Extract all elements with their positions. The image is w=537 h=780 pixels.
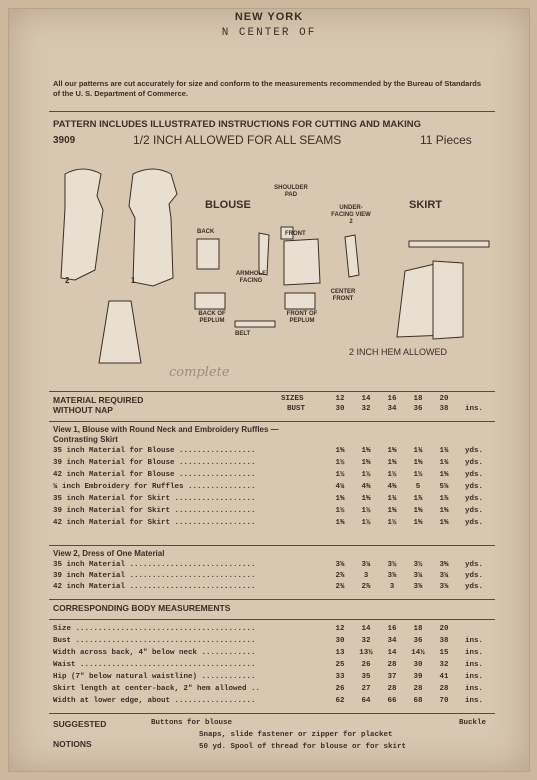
row-value: 3⅝ — [439, 561, 449, 569]
bust-value: 36 — [413, 405, 423, 413]
row-unit: yds. — [465, 495, 484, 503]
row-value: 1⅝ — [413, 519, 423, 527]
front-label: FRONT — [285, 231, 306, 237]
row-value: 1½ — [361, 471, 371, 479]
row-value: 1½ — [361, 507, 371, 515]
row-value: 14 — [387, 649, 397, 657]
row-name: 35 inch Material ............................ — [53, 561, 256, 569]
divider — [49, 421, 495, 422]
row-value: 62 — [335, 697, 345, 705]
row-value: 1¾ — [439, 459, 449, 467]
front-peplum-label: FRONT OF PEPLUM — [286, 311, 318, 324]
row-unit: yds. — [465, 447, 484, 455]
view1-number: 1 — [131, 276, 136, 285]
material-title-1: MATERIAL REQUIRED — [53, 395, 144, 405]
divider — [49, 545, 495, 546]
notion-buttons: Buttons for blouse — [151, 719, 233, 727]
view1-subtitle: Contrasting Skirt — [53, 435, 118, 444]
size-value: 20 — [439, 395, 449, 403]
shoulder-pad-label: SHOULDER PAD — [274, 185, 308, 198]
bust-value: 32 — [361, 405, 371, 413]
row-value: 4⅜ — [387, 483, 397, 491]
view1-title: View 1, Blouse with Round Neck and Embroidery Ruffles — — [53, 425, 279, 434]
row-value: 1½ — [361, 519, 371, 527]
row-name: Hip (7" below natural waistline) ............ — [53, 673, 256, 681]
row-value: 32 — [439, 661, 449, 669]
row-value: 33 — [335, 673, 345, 681]
pattern-envelope — [8, 8, 530, 772]
row-value: 35 — [361, 673, 371, 681]
row-value: 1⅝ — [413, 507, 423, 515]
row-value: 1⅝ — [413, 459, 423, 467]
view2-title: View 2, Dress of One Material — [53, 549, 165, 558]
row-value: 3¼ — [361, 561, 371, 569]
row-value: 1½ — [335, 459, 345, 467]
row-value: 1¾ — [387, 495, 397, 503]
row-name: Width across back, 4" below neck ............ — [53, 649, 256, 657]
row-value: 3 — [389, 583, 395, 591]
skirt-belt-piece — [409, 241, 489, 247]
row-value: 30 — [413, 661, 423, 669]
view2-number: 2 — [65, 276, 70, 285]
pattern-diagram — [9, 9, 529, 389]
blouse-back-piece — [197, 239, 219, 269]
header-partial: N CENTER OF — [221, 27, 317, 39]
row-value: 20 — [439, 625, 449, 633]
row-unit: ins. — [465, 673, 484, 681]
row-unit: ins. — [465, 661, 484, 669]
back-peplum-piece — [195, 293, 225, 309]
skirt-label: SKIRT — [409, 199, 442, 211]
notion-fastener: Snaps, slide fastener or zipper for placket — [199, 731, 393, 739]
row-unit: yds. — [465, 483, 484, 491]
intro-text: All our patterns are cut accurately for size and conform to the measurements recommended by the Bureau of Standards of the U. S. Department of Commerce. — [53, 79, 482, 98]
row-unit: yds. — [465, 561, 484, 569]
row-value: 28 — [439, 685, 449, 693]
blouse-label: BLOUSE — [205, 199, 251, 211]
row-value: 1⅞ — [439, 495, 449, 503]
row-name: Waist ....................................... — [53, 661, 256, 669]
piece-count: 11 Pieces — [420, 133, 472, 147]
size-value: 18 — [413, 395, 423, 403]
row-value: 26 — [361, 661, 371, 669]
blouse-belt-piece — [235, 321, 275, 327]
row-name: 39 inch Material for Skirt .................. — [53, 507, 256, 515]
row-name: ¼ inch Embroidery for Ruffles ............... — [53, 483, 256, 491]
row-value: 1⅝ — [439, 519, 449, 527]
row-value: 28 — [387, 661, 397, 669]
row-name: Bust ........................................ — [53, 637, 256, 645]
row-value: 13½ — [359, 649, 373, 657]
bust-value: 30 — [335, 405, 345, 413]
row-unit: yds. — [465, 583, 484, 591]
row-value: 2⅞ — [335, 572, 345, 580]
row-unit: yds. — [465, 519, 484, 527]
row-value: 1¾ — [413, 447, 423, 455]
divider — [49, 391, 495, 392]
row-unit: ins. — [465, 685, 484, 693]
row-value: 5 — [415, 483, 421, 491]
underfacing-piece — [345, 235, 359, 277]
row-value: 64 — [361, 697, 371, 705]
body-title: CORRESPONDING BODY MEASUREMENTS — [53, 603, 231, 613]
size-value: 12 — [335, 395, 345, 403]
bust-label: BUST — [287, 405, 306, 413]
notions-label-1: SUGGESTED — [53, 719, 107, 729]
notion-buckle: Buckle — [459, 719, 487, 727]
pattern-includes: PATTERN INCLUDES ILLUSTRATED INSTRUCTIONS FOR CUTTING AND MAKING — [53, 119, 422, 130]
row-value: 1½ — [335, 471, 345, 479]
bust-value: 34 — [387, 405, 397, 413]
row-name: 42 inch Material for Blouse ................. — [53, 471, 256, 479]
row-unit: yds. — [465, 471, 484, 479]
row-value: 14½ — [411, 649, 425, 657]
row-name: 35 inch Material for Blouse ................. — [53, 447, 256, 455]
row-value: 18 — [413, 625, 423, 633]
row-value: 1½ — [413, 471, 423, 479]
header-city: NEW YORK — [234, 11, 304, 23]
pattern-number: 3909 — [53, 135, 76, 146]
row-value: 3 — [363, 572, 369, 580]
row-value: 14 — [361, 625, 371, 633]
front-peplum-piece — [285, 293, 315, 309]
row-value: 3⅛ — [387, 572, 397, 580]
row-value: 3½ — [413, 561, 423, 569]
row-value: 1⅝ — [387, 447, 397, 455]
row-value: 1⅝ — [361, 447, 371, 455]
row-value: 4¼ — [335, 483, 345, 491]
row-name: Width at lower edge, about .................. — [53, 697, 256, 705]
row-name: Skirt length at center-back, 2" hem allowed .. — [53, 685, 261, 693]
row-unit: ins. — [465, 637, 484, 645]
divider — [49, 619, 495, 620]
row-value: 1¾ — [439, 447, 449, 455]
row-value: 1⅞ — [413, 495, 423, 503]
row-value: 28 — [387, 685, 397, 693]
back-label: BACK — [197, 229, 215, 235]
bust-value: 38 — [439, 405, 449, 413]
view1-figure — [129, 169, 177, 286]
row-name: 42 inch Material for Skirt .................. — [53, 519, 256, 527]
row-value: 41 — [439, 673, 449, 681]
row-value: 66 — [387, 697, 397, 705]
row-value: 27 — [361, 685, 371, 693]
notions-label-2: NOTIONS — [53, 739, 92, 749]
row-value: 68 — [413, 697, 423, 705]
row-value: 1½ — [387, 471, 397, 479]
row-name: 39 inch Material ............................ — [53, 572, 256, 580]
row-value: 1⅝ — [335, 447, 345, 455]
divider — [49, 599, 495, 600]
row-value: 36 — [413, 637, 423, 645]
row-value: 5⅛ — [439, 483, 449, 491]
notion-thread: 50 yd. Spool of thread for blouse or for skirt — [199, 743, 407, 751]
row-value: 3½ — [387, 561, 397, 569]
ins-label: ins. — [465, 405, 484, 413]
row-value: 1⅝ — [335, 495, 345, 503]
row-value: 3⅛ — [335, 561, 345, 569]
row-value: 3¼ — [413, 572, 423, 580]
row-value: 1⅜ — [335, 519, 345, 527]
row-name: 35 inch Material for Skirt .................. — [53, 495, 256, 503]
row-value: 70 — [439, 697, 449, 705]
hem-note: 2 INCH HEM ALLOWED — [349, 347, 448, 357]
row-unit: yds. — [465, 459, 484, 467]
underfacing-label: UNDER-FACING VIEW 2 — [331, 205, 371, 225]
row-unit: yds. — [465, 507, 484, 515]
divider — [49, 713, 495, 714]
skirt-back-view — [99, 301, 141, 363]
belt-label: BELT — [235, 331, 251, 337]
seam-allowance: 1/2 INCH ALLOWED FOR ALL SEAMS — [133, 133, 342, 147]
view2-dress-figure — [61, 169, 103, 280]
row-value: 28 — [413, 685, 423, 693]
row-value: 4⅜ — [361, 483, 371, 491]
size-value: 14 — [361, 395, 371, 403]
row-name: 42 inch Material ............................ — [53, 583, 256, 591]
row-value: 16 — [387, 625, 397, 633]
row-value: 30 — [335, 637, 345, 645]
row-value: 1⅝ — [361, 459, 371, 467]
row-value: 3⅛ — [413, 583, 423, 591]
row-value: 1⅝ — [439, 471, 449, 479]
row-value: 34 — [387, 637, 397, 645]
size-value: 16 — [387, 395, 397, 403]
row-unit: yds. — [465, 572, 484, 580]
row-value: 37 — [387, 673, 397, 681]
row-value: 15 — [439, 649, 449, 657]
row-value: 13 — [335, 649, 345, 657]
material-title-2: WITHOUT NAP — [53, 405, 113, 415]
row-value: 3¼ — [439, 572, 449, 580]
row-value: 1⅝ — [439, 507, 449, 515]
skirt-front-piece — [433, 261, 463, 339]
row-value: 1⅝ — [387, 507, 397, 515]
row-value: 12 — [335, 625, 345, 633]
row-value: 38 — [439, 637, 449, 645]
armhole-facing-piece — [259, 233, 269, 275]
row-name: Size ........................................ — [53, 625, 256, 633]
row-value: 25 — [335, 661, 345, 669]
sizes-label: SIZES — [281, 395, 304, 403]
row-value: 2¾ — [335, 583, 345, 591]
row-value: 32 — [361, 637, 371, 645]
center-front-label: CENTER FRONT — [330, 289, 356, 302]
row-value: 3⅛ — [439, 583, 449, 591]
row-value: 1⅝ — [387, 459, 397, 467]
row-value: 1⅝ — [361, 495, 371, 503]
pencil-annotation: complete — [169, 365, 230, 380]
armhole-facing-label: ARMHOLE FACING — [235, 271, 267, 284]
row-unit: ins. — [465, 649, 484, 657]
back-peplum-label: BACK OF PEPLUM — [198, 311, 226, 324]
blouse-front-piece — [284, 239, 320, 285]
row-value: 1½ — [387, 519, 397, 527]
row-value: 1½ — [335, 507, 345, 515]
row-value: 26 — [335, 685, 345, 693]
row-unit: ins. — [465, 697, 484, 705]
row-value: 2⅞ — [361, 583, 371, 591]
row-value: 39 — [413, 673, 423, 681]
row-name: 39 inch Material for Blouse ................. — [53, 459, 256, 467]
